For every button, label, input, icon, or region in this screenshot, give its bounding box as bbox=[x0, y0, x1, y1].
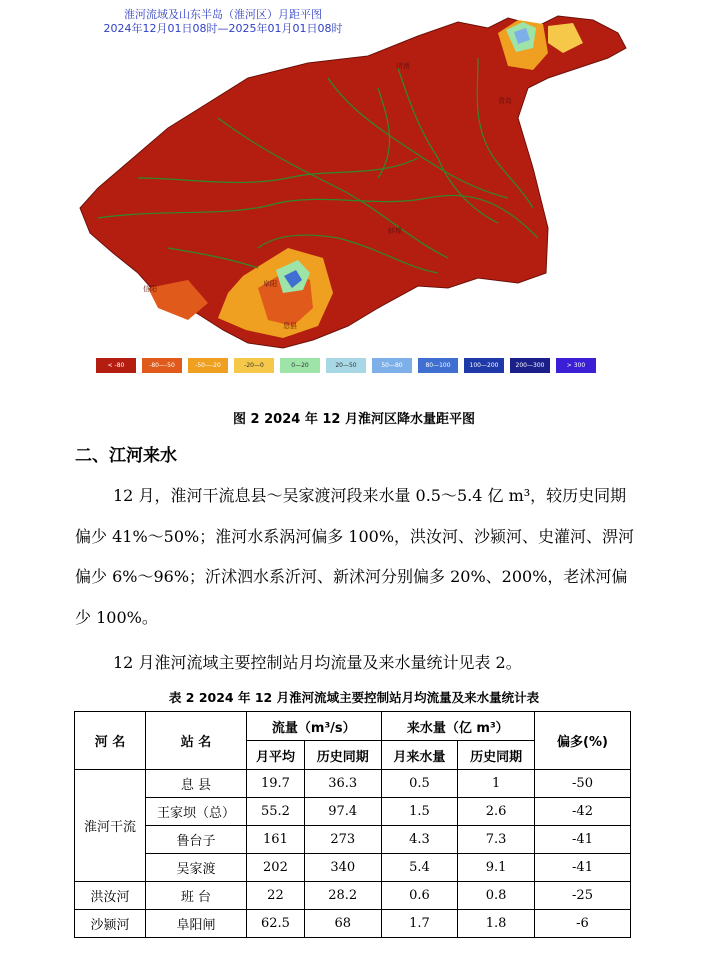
table-caption: 表 2 2024 年 12 月淮河流域主要控制站月均流量及来水量统计表 bbox=[168, 690, 540, 705]
cell-river: 沙颍河 bbox=[75, 910, 146, 938]
cell-hist: 273 bbox=[304, 826, 381, 854]
header-station: 站 名 bbox=[146, 712, 247, 770]
table-body bbox=[75, 770, 631, 938]
cell-avg: 202 bbox=[247, 854, 305, 882]
table-row bbox=[75, 826, 631, 854]
cell-vol: 5.4 bbox=[381, 854, 458, 882]
cell-river: 淮河干流 bbox=[75, 770, 146, 882]
cell-vol-hist: 1.8 bbox=[458, 910, 535, 938]
table-row bbox=[75, 910, 631, 938]
cell-river: 洪汝河 bbox=[75, 882, 146, 910]
cell-station: 吴家渡 bbox=[146, 854, 247, 882]
header-flow: 流量（m³/s） bbox=[247, 712, 382, 741]
cell-avg: 161 bbox=[247, 826, 305, 854]
cell-vol: 1.7 bbox=[381, 910, 458, 938]
header-flow-hist: 历史同期 bbox=[304, 741, 381, 770]
city-label: 青岛 bbox=[498, 97, 512, 105]
legend-item: -50—-20 bbox=[188, 358, 228, 373]
legend-item: 200—300 bbox=[510, 358, 550, 373]
legend-item: 80—100 bbox=[418, 358, 458, 373]
cell-station: 阜阳闸 bbox=[146, 910, 247, 938]
cell-dev: -41 bbox=[535, 826, 631, 854]
precipitation-anomaly-map bbox=[78, 8, 638, 393]
header-river: 河 名 bbox=[75, 712, 146, 770]
cell-vol: 0.5 bbox=[381, 770, 458, 798]
cell-avg: 22 bbox=[247, 882, 305, 910]
section-heading: 二、江河来水 bbox=[75, 446, 177, 466]
header-deviation: 偏多(%) bbox=[535, 712, 631, 770]
cell-vol-hist: 0.8 bbox=[458, 882, 535, 910]
cell-station: 王家坝（总） bbox=[146, 798, 247, 826]
cell-hist: 28.2 bbox=[304, 882, 381, 910]
table-row bbox=[75, 798, 631, 826]
map-title-line1: 淮河流域及山东半岛（淮河区）月距平图 bbox=[124, 8, 322, 21]
paragraph-river-inflow: 12 月，淮河干流息县～吴家渡河段来水量 0.5～5.4 亿 m³，较历史同期偏少 41%～50%；淮河水系涡河偏多 100%，洪汝河、沙颍河、史灌河、淠河偏少 6%～96%；沂沭泗水系沂河、新沭河分别偏多 20%、200%，老沭河偏少 100%。 bbox=[75, 486, 635, 627]
cell-station: 鲁台子 bbox=[146, 826, 247, 854]
table-row bbox=[75, 770, 631, 798]
flow-statistics-table bbox=[74, 711, 631, 938]
city-label: 阜阳 bbox=[263, 280, 277, 288]
header-vol-hist: 历史同期 bbox=[458, 741, 535, 770]
map-legend bbox=[96, 358, 596, 373]
legend-item: < -80 bbox=[96, 358, 136, 373]
legend-item: 0—20 bbox=[280, 358, 320, 373]
legend-item: -80—-50 bbox=[142, 358, 182, 373]
table-row bbox=[75, 882, 631, 910]
paragraph-table-reference: 12 月淮河流域主要控制站月均流量及来水量统计见表 2。 bbox=[113, 653, 522, 672]
cell-hist: 68 bbox=[304, 910, 381, 938]
map-title-line2: 2024年12月01日08时—2025年01月01日08时 bbox=[103, 22, 343, 35]
cell-station: 息 县 bbox=[146, 770, 247, 798]
legend-item: 50—80 bbox=[372, 358, 412, 373]
table-row bbox=[75, 854, 631, 882]
cell-hist: 340 bbox=[304, 854, 381, 882]
city-label: 信阳 bbox=[143, 285, 157, 293]
cell-vol: 0.6 bbox=[381, 882, 458, 910]
header-flow-avg: 月平均 bbox=[247, 741, 305, 770]
cell-vol-hist: 1 bbox=[458, 770, 535, 798]
cell-avg: 62.5 bbox=[247, 910, 305, 938]
cell-avg: 55.2 bbox=[247, 798, 305, 826]
city-label: 蚌埠 bbox=[388, 227, 402, 235]
cell-dev: -50 bbox=[535, 770, 631, 798]
legend-item: -20—0 bbox=[234, 358, 274, 373]
header-vol-month: 月来水量 bbox=[381, 741, 458, 770]
cell-dev: -25 bbox=[535, 882, 631, 910]
legend-item: > 300 bbox=[556, 358, 596, 373]
map-graphic bbox=[78, 8, 638, 393]
cell-vol: 1.5 bbox=[381, 798, 458, 826]
legend-item: 20—50 bbox=[326, 358, 366, 373]
legend-item: 100—200 bbox=[464, 358, 504, 373]
cell-vol-hist: 2.6 bbox=[458, 798, 535, 826]
cell-vol: 4.3 bbox=[381, 826, 458, 854]
header-volume: 来水量（亿 m³） bbox=[381, 712, 534, 741]
cell-vol-hist: 7.3 bbox=[458, 826, 535, 854]
figure-caption: 图 2 2024 年 12 月淮河区降水量距平图 bbox=[233, 412, 475, 427]
city-label: 息县 bbox=[283, 322, 297, 330]
cell-vol-hist: 9.1 bbox=[458, 854, 535, 882]
cell-hist: 97.4 bbox=[304, 798, 381, 826]
cell-avg: 19.7 bbox=[247, 770, 305, 798]
cell-dev: -42 bbox=[535, 798, 631, 826]
cell-dev: -41 bbox=[535, 854, 631, 882]
cell-station: 班 台 bbox=[146, 882, 247, 910]
cell-dev: -6 bbox=[535, 910, 631, 938]
map-title bbox=[78, 8, 368, 36]
city-label: 济南 bbox=[396, 62, 410, 70]
cell-hist: 36.3 bbox=[304, 770, 381, 798]
